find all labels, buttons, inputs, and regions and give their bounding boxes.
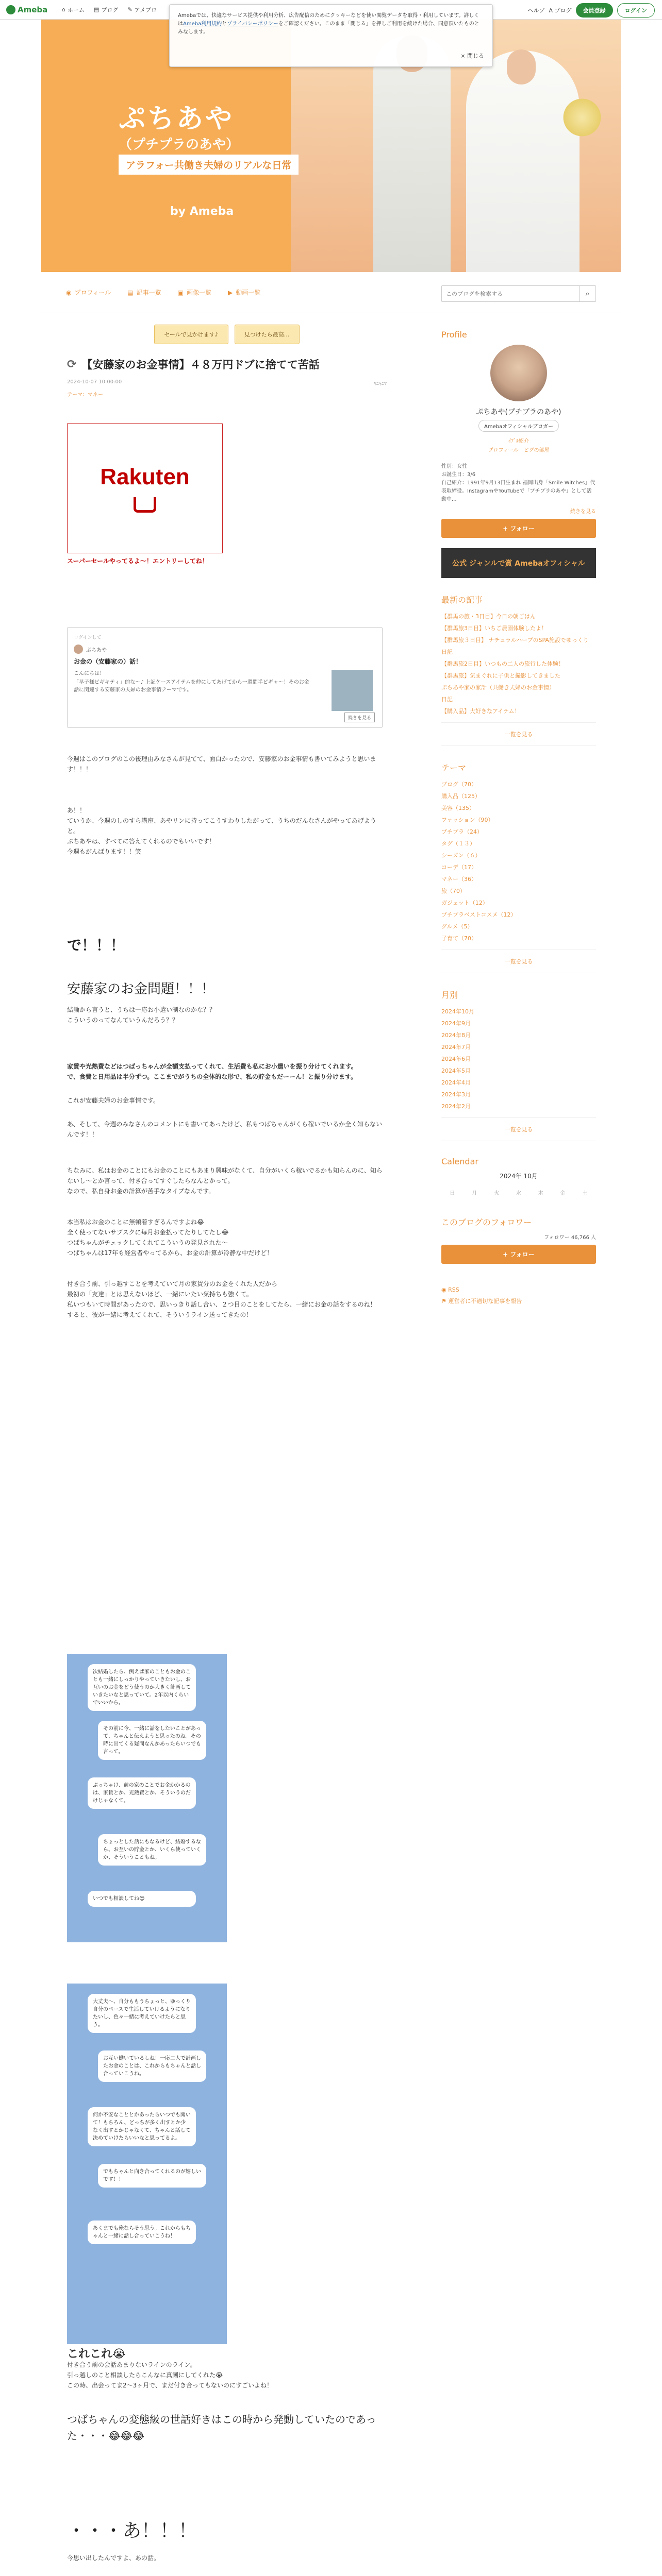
line: 付き合う前の会話あまりないラインのライン。 — [67, 2361, 196, 2368]
flag-icon: ⚑ — [441, 1298, 446, 1304]
calendar — [441, 1172, 596, 1200]
blog-write-label: A ブログ — [549, 7, 572, 14]
recent-item[interactable]: 【群馬旅2日目】いつもの二人の旅行した体験！ — [441, 660, 564, 667]
help-link[interactable] — [528, 6, 545, 14]
line: で、食費と日用品は半分ずつ。ここまでがうちの全体的な形で、私の貯金もだーーん！と振り分けます。 — [67, 1073, 357, 1080]
chat-bubble: その前に今、一緒に話をしたいことがあって、ちゃんと伝えようと思ったのね。その時に出てくる疑問なんかあったらいつでも言って。 — [98, 1721, 206, 1760]
month-item[interactable]: 2024年6月 — [441, 1056, 471, 1062]
calendar-day-label: 火 — [494, 1191, 500, 1196]
post-lower — [67, 2349, 387, 2576]
line: 引っ越しのこと相談したらこんなに真剣にしてくれた😭 — [67, 2371, 223, 2379]
menu-label: 記事一覧 — [136, 289, 161, 296]
calendar-day-label: 金 — [560, 1191, 566, 1196]
official-badge-label: Amebaオフィシャルブロガー — [478, 420, 559, 432]
report-label: 運営者に不適切な記事を報告 — [448, 1298, 522, 1304]
sidebar — [441, 330, 596, 1307]
line: 今週もがんばります！！笑 — [67, 848, 142, 855]
profile-avatar[interactable] — [490, 345, 547, 401]
sidebar-footer-links — [441, 1284, 596, 1307]
theme-item[interactable]: 旅（70） — [441, 888, 466, 894]
login-button[interactable]: ログイン — [617, 3, 655, 18]
follower-heading: このブログのフォロワー — [441, 1217, 532, 1227]
calendar-day-label: 土 — [582, 1191, 588, 1196]
calendar-day-label: 日 — [450, 1191, 455, 1196]
report-link[interactable] — [441, 1296, 596, 1307]
blog-byline: by Ameba — [170, 205, 234, 218]
profile-more-link[interactable]: 続きを見る — [570, 509, 596, 515]
help-label: ヘルプ — [527, 7, 545, 14]
chat-bubble: ちょっとした話にもなるけど、結婚するなら、お互いの貯金とか、いくら使っていくか、そういうこともね。 — [98, 1834, 206, 1866]
profile-bio: 自己紹介：1991年9月13日生まれ 福岡出身「Smile Witches」代表取締役。InstagramやYouTubeで「プチプラのあや」として活動中... — [441, 480, 595, 502]
blog-search — [441, 285, 596, 302]
follow-button[interactable]: + フォロー — [441, 519, 596, 538]
notice-text: Amebaでは、快適なサービス提供や利用分析、広告配信のためにクッキーなどを使い閲覧データを取得・利用しています。詳しくは — [178, 13, 479, 27]
line: これこれ😭 — [67, 2348, 126, 2361]
blog-title: ぷちあや — [119, 103, 235, 134]
rakuten-logo: Rakuten — [100, 464, 190, 489]
line: 家賃や光熱費などはつばっちゃんが全額支払ってくれて、生活費も私にお小遣いを振り分けてくれます。 — [67, 1063, 357, 1070]
month-item[interactable]: 2024年8月 — [441, 1032, 471, 1039]
rakuten-link[interactable]: スーパーセールやってるよ〜！エントリーしてね！ — [67, 557, 208, 565]
tag-button[interactable]: セールで見かけます♪ — [154, 325, 228, 344]
recent-heading: 最新の記事 — [441, 595, 483, 605]
recent-more-link[interactable]: 一覧を見る — [441, 722, 596, 746]
rss-icon: ◉ — [441, 1286, 446, 1293]
line: つばちゃんは17年も経営者やってるから、お金の計算が冷静な中だけど！ — [67, 1249, 273, 1257]
profile-link[interactable]: ピグの部屋 — [523, 448, 550, 453]
profile-name[interactable]: ぷちあや(プチプラのあや) — [476, 408, 561, 416]
privacy-link[interactable]: プライバシーポリシー — [227, 21, 278, 27]
follow-button-2[interactable]: + フォロー — [441, 1245, 596, 1264]
blog-tagline: アラフォー共働き夫婦のリアルな日常 — [119, 155, 299, 175]
line: 最初の「友達」とは思えないほど、一緒にいたい気持ちも強くて。 — [67, 1291, 253, 1298]
calendar-month: 2024年 10月 — [500, 1173, 538, 1180]
rss-link[interactable] — [441, 1284, 596, 1296]
theme-item[interactable]: ブログ（70） — [441, 781, 477, 788]
recent-item[interactable]: 【群馬旅3日目】いちご農園体験したよ！ — [441, 625, 547, 632]
search-input[interactable] — [442, 286, 579, 301]
card-sub: こんにちは！ — [74, 671, 105, 676]
recent-item[interactable]: 【購入品】大好きなアイテム！ — [441, 708, 520, 715]
chat-bubble: ぶっちゃけ、前の家のことでお金かかるのは、家賃とか、光熱費とか、そういうのだけじゃなくて。 — [88, 1777, 196, 1809]
theme-item[interactable]: ガジェット（12） — [441, 900, 488, 906]
theme-item[interactable]: コーデ（17） — [441, 864, 477, 871]
paragraph — [67, 805, 387, 857]
month-item[interactable]: 2024年4月 — [441, 1079, 471, 1086]
paragraph — [67, 2349, 387, 2391]
heading-de: で！！！ — [67, 937, 125, 954]
follower-count: フォロワー 46,766 人 — [544, 1235, 596, 1241]
logo-text: Ameba — [18, 5, 48, 14]
card-body: 「早子様ビギキティ」的な〜♪ 上記ケースアイテムを仲にしてあげてから一週間半ピギャ〜！そのお金話に関連する安藤家の夫婦のお金事情テーマです。 — [74, 680, 309, 693]
month-item[interactable]: 2024年2月 — [441, 1103, 471, 1110]
chat-bubble: あくまでも俺ならそう思う。これからもちゃんと一緒に話し合っていこうね！ — [88, 2221, 196, 2244]
notice-and: と — [222, 21, 227, 27]
profile-info — [441, 463, 596, 504]
line: ぷちあやは、すべてに答えてくれるのでもいいです！ — [67, 838, 216, 845]
official-badge — [441, 420, 596, 432]
cookie-notice — [169, 4, 493, 67]
chat-bubble: いつでも相談してね😊 — [88, 1891, 196, 1907]
paragraph: 今思い出したんですよ、あの話。 — [67, 2554, 160, 2562]
month-item[interactable]: 2024年9月 — [441, 1020, 471, 1027]
notice-close-button[interactable]: × 閉じる — [460, 53, 484, 59]
recent-item[interactable]: 日記 — [441, 649, 453, 655]
month-item[interactable]: 2024年5月 — [441, 1067, 471, 1074]
line: 結論から言うと、うちは一応お小遣い制なのかな？？ — [67, 1006, 216, 1013]
paragraph — [67, 1217, 387, 1258]
paragraph — [67, 1279, 387, 1320]
theme-more-link[interactable]: 一覧を見る — [441, 950, 596, 973]
theme-item[interactable]: グルメ（5） — [441, 923, 473, 930]
tag-button[interactable]: 見つけたら最高… — [235, 325, 300, 344]
top-nav-ameblo[interactable]: ✎ アメブロ — [127, 6, 157, 13]
line: 本当私はお金のことに無頓着すぎるんですよね😂 — [67, 1218, 205, 1226]
chat-bubble: 次結婚したら、例えば家のこともお金のことも一緒にしっかりやっていきたいし、お互いのお金をどう使うのか大きく計画していきたいなと思っていて。2年以内くらいでいいから。 — [88, 1664, 196, 1711]
bride-face — [507, 49, 536, 84]
cart-icon — [134, 497, 156, 513]
calendar-day-label: 水 — [516, 1191, 521, 1196]
signup-button[interactable]: 会員登録 — [576, 3, 613, 18]
paragraph — [67, 1061, 387, 1082]
blog-subtitle: （プチプラのあや） — [119, 137, 240, 152]
post-views: ﾏﾆｬﾆﾏ — [374, 381, 387, 387]
menu-images[interactable]: ▣ 画像一覧 — [177, 289, 212, 296]
card-thumbnail — [332, 670, 373, 711]
theme-item[interactable]: タグ（１３） — [441, 840, 475, 847]
top-nav-blog[interactable]: ▤ ブログ — [93, 6, 119, 13]
calendar-day-label: 木 — [538, 1191, 543, 1196]
paragraph: 今週はこのブログのこの後理由みなさんが見てて、面白かったので、安藤家のお金事情も書いてみようと思います！！！ — [67, 755, 376, 773]
recent-item[interactable]: 日記 — [441, 696, 453, 703]
month-item[interactable]: 2024年10月 — [441, 1008, 474, 1015]
theme-item[interactable]: 子育て（70） — [441, 935, 477, 942]
menu-articles[interactable]: ▤ 記事一覧 — [127, 289, 161, 296]
line: なので、私自身お金の計算が苦手なタイプなんです。 — [67, 1188, 215, 1195]
card-more-button[interactable]: 続きを見る — [344, 713, 375, 722]
menu-label: 画像一覧 — [187, 289, 212, 296]
recent-item[interactable]: 【群馬旅３日目】 ナチュラルハーブのSPA施設でゆっくり — [441, 637, 589, 643]
line: つばちゃんがチェックしてくれてこういうの発見された〜 — [67, 1239, 228, 1246]
line: この時、出会ってま2〜3ヶ月で、まだ付き合ってもないのにすごいよね！ — [67, 2382, 273, 2389]
top-nav-label: ホーム — [67, 6, 85, 13]
chat-bubble: 何か不安なこととかあったらいつでも聞いて！もちろん、どっちが多く出すとか少なく出すとかじゃなくて、ちゃんと話して決めていけたらいいなと思ってるよ。 — [88, 2107, 196, 2146]
top-nav-label: ブログ — [101, 6, 119, 13]
theme-item[interactable]: ファッション（90） — [441, 817, 494, 823]
line: あ！！ — [67, 807, 86, 814]
theme-item[interactable]: 購入品（125） — [441, 793, 481, 800]
theme-item[interactable]: マネー（36） — [441, 876, 477, 883]
line-screenshot-2 — [67, 1984, 227, 2344]
official-banner[interactable]: 公式 ジャンルで賞 Amebaオフィシャル — [441, 548, 596, 578]
top-nav-home[interactable]: ⌂ ホーム — [62, 6, 85, 13]
paragraph — [67, 1165, 387, 1196]
paragraph: これが安藤夫婦のお金事情です。 — [67, 1097, 160, 1104]
profile-gender: 性別：女性 — [441, 464, 467, 469]
post-title-row — [67, 357, 387, 372]
menu-profile[interactable]: ◉ プロフィール — [66, 289, 111, 296]
paragraph — [67, 1005, 387, 1025]
chat-bubble: でもちゃんと向き合ってくれるのが嬉しいです！！ — [98, 2164, 206, 2188]
ameba-logo[interactable] — [6, 5, 58, 14]
menu-label: 動画一覧 — [236, 289, 261, 296]
theme-item[interactable]: プチプラ（24） — [441, 828, 483, 835]
month-item[interactable]: 2024年7月 — [441, 1044, 471, 1050]
avatar — [74, 645, 83, 654]
highlight-text: つばちゃんの変態級の世話好きはこの時から発動していたのであった・・・😂😂😂 — [67, 2413, 376, 2442]
line: ちなみに、私はお金のことにもお金のことにもあまり興味がなくて、自分がいくら稼いでるかも知らんのに、知らないし〜とか言って、付き合ってすぐしたらなんとかって。 — [67, 1167, 383, 1184]
line: ていうか、今週のしのすら講座、あやリンに持ってこうすわりしたがって、うちのだんなさんがやってあげようと。 — [67, 817, 376, 835]
rss-label: RSS — [448, 1286, 459, 1293]
month-item[interactable]: 2024年3月 — [441, 1091, 471, 1098]
profile-heading: Profile — [441, 330, 467, 340]
top-nav-label: アメブロ — [134, 6, 157, 13]
month-heading: 月別 — [441, 990, 458, 1000]
theme-item[interactable]: シーズン（６） — [441, 852, 481, 859]
paragraph: あ、そして、今週のみなさんのコメントにも書いてあったけど、私もつばちゃんがくら稼いでいるか全く知らないんです！！ — [67, 1121, 383, 1138]
terms-link[interactable]: Ameba利用規約 — [183, 21, 222, 27]
line: 付き合う前、引っ越すことを考えていて月の家賃分のお金をくれた人だから — [67, 1280, 278, 1287]
profile-link[interactable]: プロフィール — [488, 448, 519, 453]
chat-bubble: 大丈夫〜、自分ももうちょっと、ゆっくり自分のペースで生活していけるようになりたいし、色々一緒に考えていけたらと思う。 — [88, 1994, 196, 2033]
post-title[interactable]: 【安藤家のお金事情】４８万円ドブに捨てて苦話 — [81, 359, 320, 371]
recent-item[interactable]: 【群馬旅】気まぐれに子供と撮影してきました — [441, 672, 560, 679]
line: 私いつもいて時間があったので、思いっきり話し合い、２つ目のことをしてたら、一緒にお金の話をするのね！ — [67, 1301, 376, 1308]
ameba-icon — [6, 5, 15, 14]
recent-item[interactable]: 【群馬の旅・3日目】今日の朝ごはん — [441, 613, 536, 620]
card-title: お金の（安藤家の）話！ — [74, 658, 142, 665]
calendar-grid — [441, 1184, 596, 1200]
profile-link[interactable]: ｲﾌﾞﾙ紹介 — [508, 438, 529, 444]
month-more-link[interactable]: 一覧を見る — [441, 1117, 596, 1141]
recent-item[interactable]: ぷちあや家の家計（共働き夫婦のお金事情） — [441, 684, 555, 691]
embed-card[interactable] — [67, 627, 383, 728]
theme-list — [441, 778, 596, 944]
recent-list — [441, 611, 596, 717]
line: こういうのってなんていうんだろう？？ — [67, 1016, 178, 1024]
rakuten-banner[interactable] — [67, 423, 223, 553]
theme-item[interactable]: 美容（135） — [441, 805, 475, 811]
search-icon[interactable]: ⌕ — [579, 286, 595, 301]
theme-item[interactable]: プチプラベストコスメ（12） — [441, 911, 517, 918]
blog-write-link[interactable] — [549, 6, 572, 14]
line-screenshot-1 — [67, 1654, 227, 1942]
card-label: ログインして — [74, 635, 102, 640]
month-list — [441, 1006, 596, 1112]
heading-a: ・・・あ！！！ — [67, 2520, 197, 2541]
menu-videos[interactable]: ▶ 動画一覧 — [228, 289, 261, 296]
profile-links — [441, 437, 596, 455]
chat-bubble: お互い働いているしね！一応二人で計画したお金のことは、これからもちゃんと話し合っていこうね。 — [98, 2050, 206, 2082]
line: 全く使ってないサブスクに毎月お金払ってたりしてたし😂 — [67, 1229, 229, 1236]
calendar-heading: Calendar — [441, 1157, 478, 1166]
card-author: ぷちあや — [86, 647, 107, 653]
profile-birthday: お誕生日：3/6 — [441, 472, 476, 478]
menu-label: プロフィール — [74, 289, 111, 296]
line: すると、彼が一緒に考えてくれて、そういうライン送ってきたの！ — [67, 1311, 253, 1318]
notice-text-2: をご確認ください。このまま「閉じる」を押しご利用を続けた場合、同意頂いたものとみなします。 — [178, 21, 479, 35]
section-heading: 安藤家のお金問題！！！ — [67, 981, 215, 997]
post-date: 2024-10-07 10:00:00 — [67, 379, 122, 385]
post-area — [67, 319, 387, 1320]
bouquet — [559, 97, 605, 138]
top-nav — [62, 6, 157, 14]
calendar-day-label: 月 — [472, 1191, 477, 1196]
theme-heading: テーマ — [441, 763, 467, 773]
post-theme[interactable]: テーマ：マネー — [67, 392, 103, 398]
reblog-icon[interactable]: ⟳ — [67, 358, 77, 371]
